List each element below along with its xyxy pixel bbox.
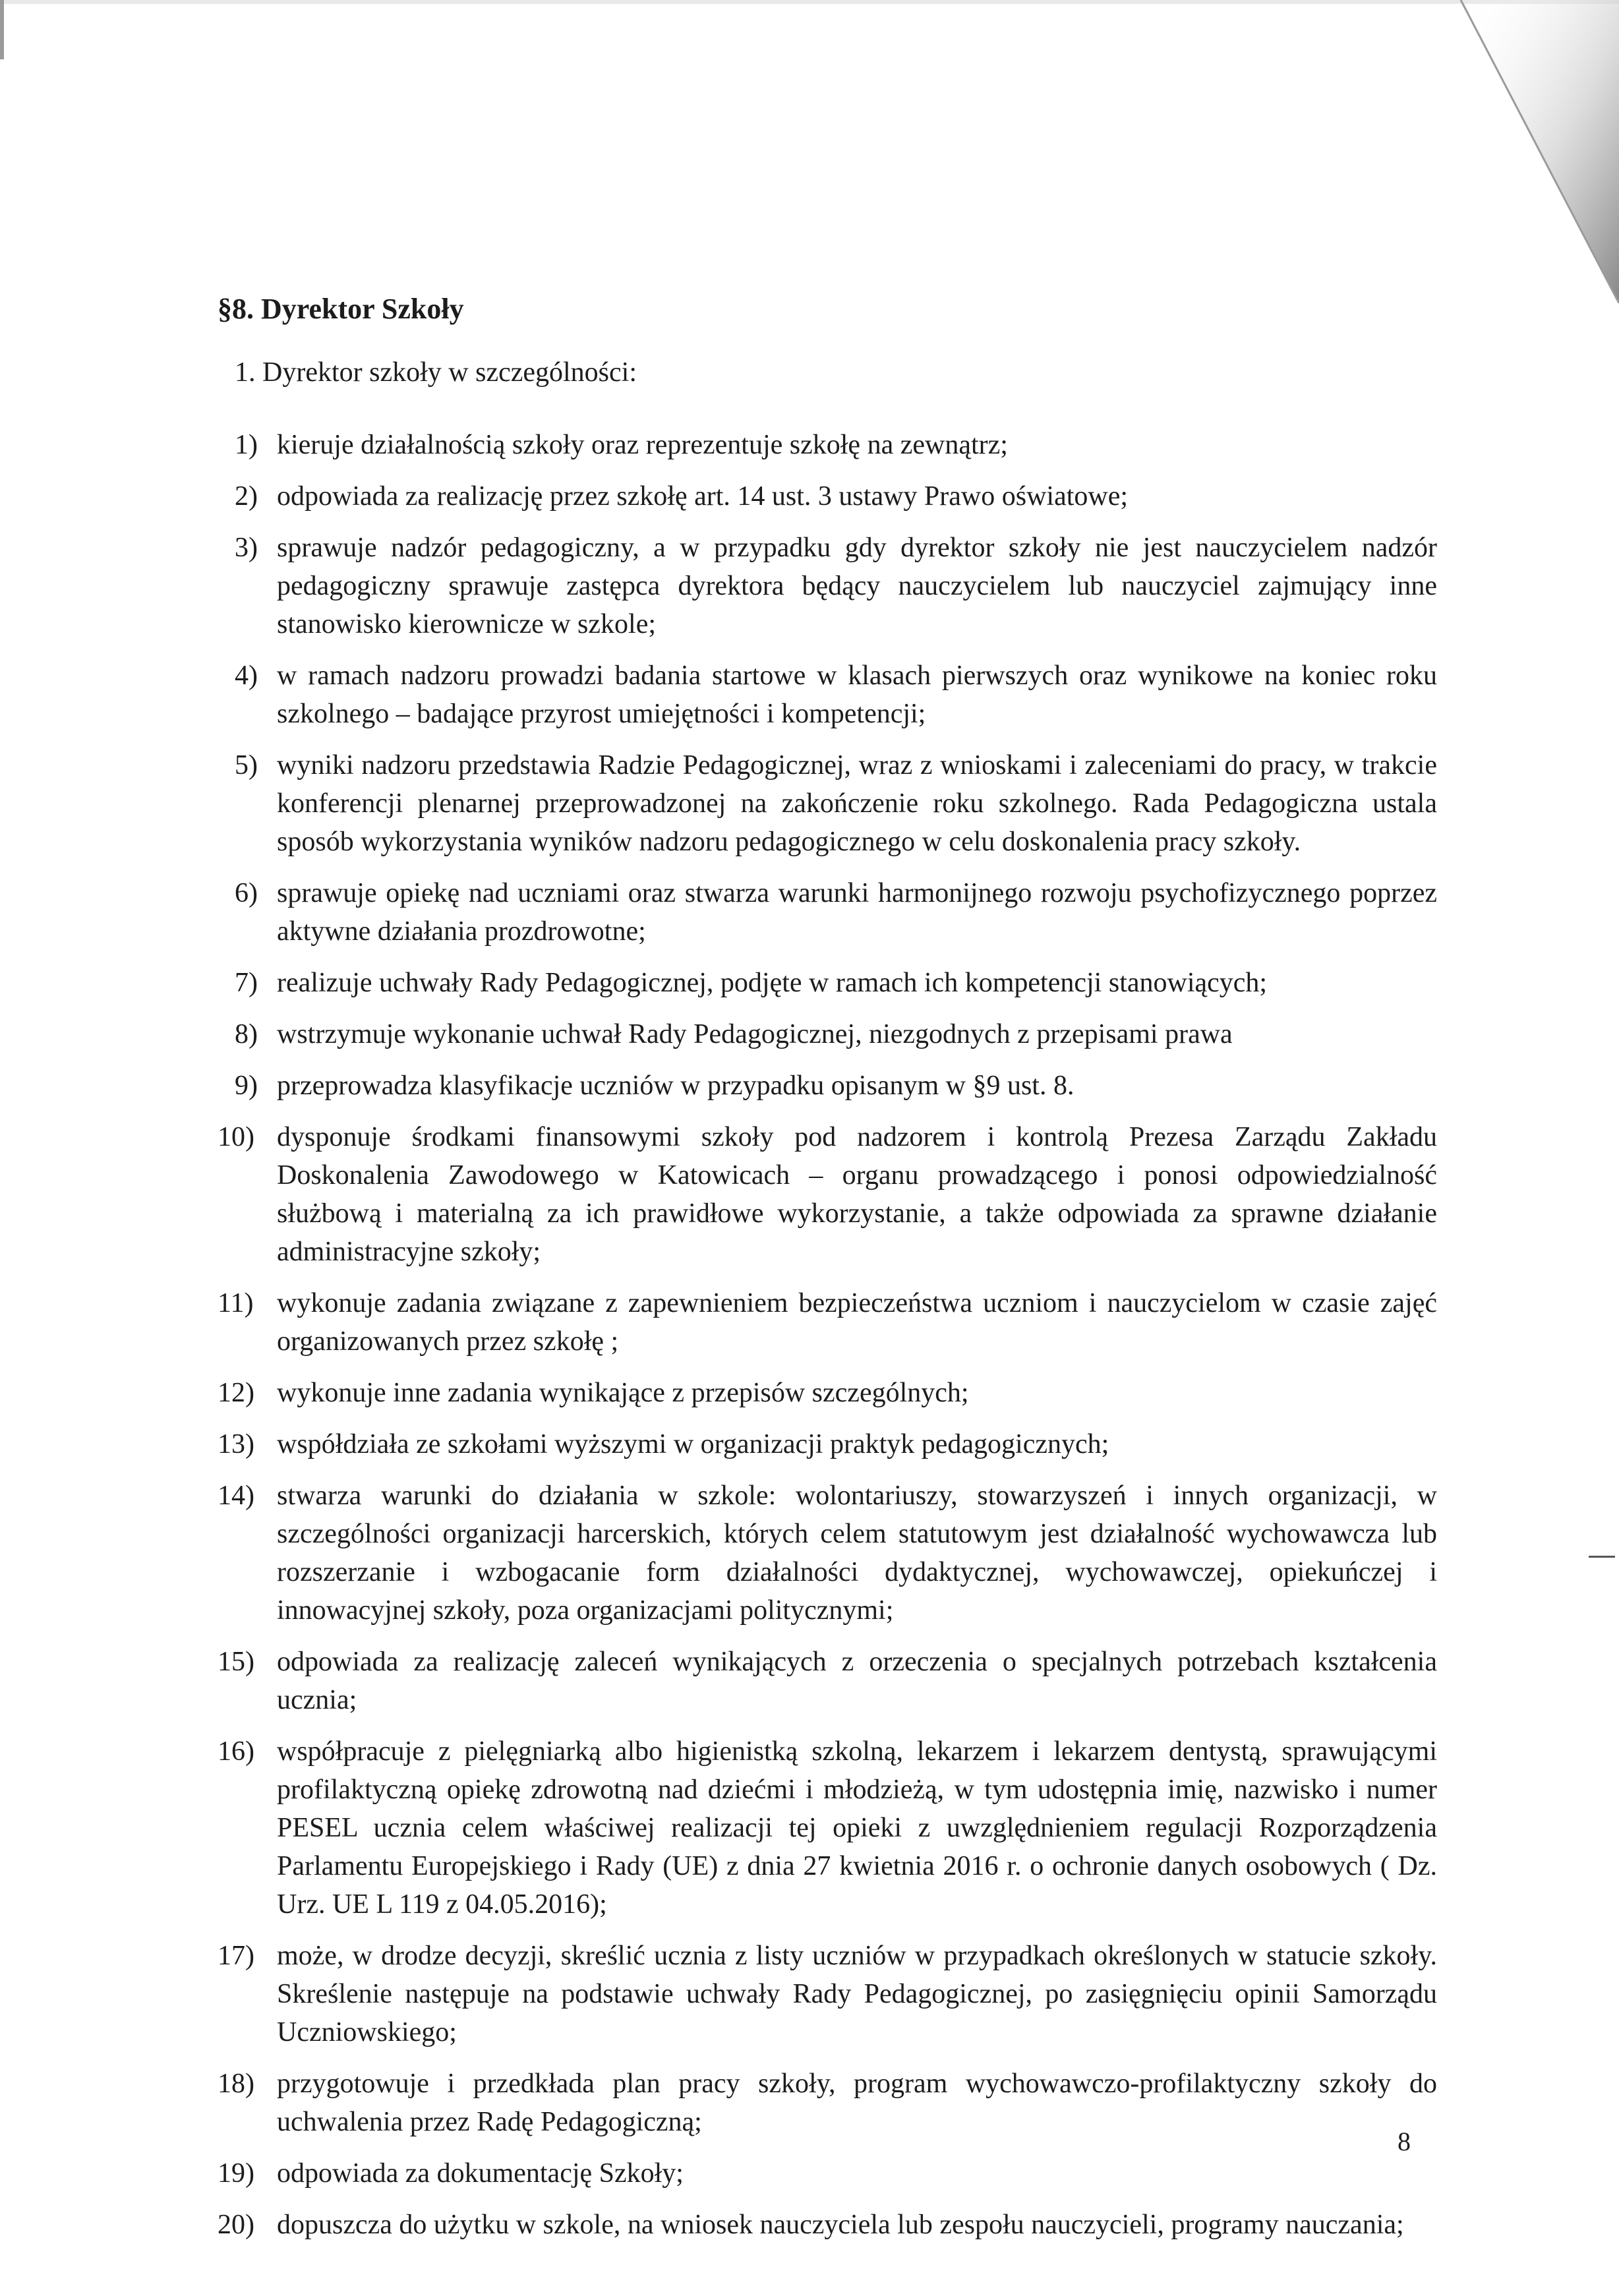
list-item-number: 13) xyxy=(218,1429,254,1459)
section-heading: §8. Dyrektor Szkoły xyxy=(218,293,464,325)
list-item-number: 8) xyxy=(235,1019,258,1049)
list-item-number: 15) xyxy=(218,1647,254,1677)
list-item xyxy=(218,2206,1437,2244)
list-item-number: 19) xyxy=(218,2158,254,2189)
list-item-text: odpowiada za realizację przez szkołę art. 14 ust. 3 ustawy Prawo oświatowe; xyxy=(277,481,1129,512)
list-item-number: 12) xyxy=(218,1378,254,1408)
list-item xyxy=(218,1425,1437,1463)
list-item-text: współdziała ze szkołami wyższymi w organizacji praktyk pedagogicznych; xyxy=(277,1429,1109,1459)
list-item-number: 10) xyxy=(218,1122,254,1152)
list-item-text: kieruje działalnością szkoły oraz reprezentuje szkołę na zewnątrz; xyxy=(277,430,1008,460)
list-item xyxy=(218,1374,1437,1412)
list-item-number: 3) xyxy=(235,533,258,563)
list-item xyxy=(218,1015,1437,1053)
list-item-number: 6) xyxy=(235,878,258,908)
list-item xyxy=(218,746,1437,861)
list-item-number: 2) xyxy=(235,481,258,512)
list-item-text: wyniki nadzoru przedstawia Radzie Pedagogicznej, wraz z wnioskami i zaleceniami do pracy, w trakcie konferencji plenarnej przeprowadzonej na zakończenie roku szkolnego. Rada Pedagogiczna ustala sposób wykorzystania wyników nadzoru pedagogicznego w celu doskonalenia pracy szkoły. xyxy=(277,750,1437,857)
list-item xyxy=(218,477,1437,515)
list-item-text: odpowiada za dokumentację Szkoły; xyxy=(277,2158,684,2189)
list-item xyxy=(218,529,1437,643)
list-item-text: realizuje uchwały Rady Pedagogicznej, podjęte w ramach ich kompetencji stanowiących; xyxy=(277,968,1268,998)
list-item-text: dysponuje środkami finansowymi szkoły pod nadzorem i kontrolą Prezesa Zarządu Zakładu Doskonalenia Zawodowego w Katowicach – organu prowadzącego i ponosi odpowiedzialność służbową i materialną za ich prawidłowe wykorzystanie, a także odpowiada za sprawne działanie administracyjne szkoły; xyxy=(277,1122,1437,1267)
list-item-number: 4) xyxy=(235,661,258,691)
list-item xyxy=(218,1067,1437,1105)
duties-list xyxy=(218,426,1437,2244)
scan-left-mark xyxy=(0,0,4,59)
list-item xyxy=(218,1937,1437,2051)
list-item-text: dopuszcza do użytku w szkole, na wniosek nauczyciela lub zespołu nauczycieli, programy nauczania; xyxy=(277,2210,1404,2240)
list-item-number: 11) xyxy=(218,1288,254,1318)
list-item-text: może, w drodze decyzji, skreślić ucznia z listy uczniów w przypadkach określonych w statucie szkoły. Skreślenie następuje na podstawie uchwały Rady Pedagogicznej, po zasięgnięciu opinii Samorządu Uczniowskiego; xyxy=(277,1941,1437,2047)
list-item-text: wstrzymuje wykonanie uchwał Rady Pedagogicznej, niezgodnych z przepisami prawa xyxy=(277,1019,1233,1049)
document-body xyxy=(218,290,1437,2257)
list-item-number: 7) xyxy=(235,968,258,998)
list-item-number: 9) xyxy=(235,1071,258,1101)
list-item-text: przeprowadza klasyfikacje uczniów w przypadku opisanym w §9 ust. 8. xyxy=(277,1071,1074,1101)
margin-mark xyxy=(1589,1556,1615,1558)
list-item-number: 5) xyxy=(235,750,258,780)
list-item-text: sprawuje opiekę nad uczniami oraz stwarza warunki harmonijnego rozwoju psychofizycznego poprzez aktywne działania prozdrowotne; xyxy=(277,878,1437,947)
list-item-text: odpowiada za realizację zaleceń wynikających z orzeczenia o specjalnych potrzebach kształcenia ucznia; xyxy=(277,1647,1437,1715)
folded-corner-shadow xyxy=(1421,0,1619,303)
list-item xyxy=(218,874,1437,951)
list-item-number: 14) xyxy=(218,1481,254,1511)
scan-top-edge xyxy=(0,0,1619,4)
list-item-text: w ramach nadzoru prowadzi badania startowe w klasach pierwszych oraz wynikowe na koniec roku szkolnego – badające przyrost umiejętności i kompetencji; xyxy=(277,661,1437,729)
list-item xyxy=(218,2065,1437,2141)
list-item xyxy=(218,2154,1437,2193)
list-item xyxy=(218,964,1437,1002)
list-item xyxy=(218,1477,1437,1630)
intro-paragraph: 1. Dyrektor szkoły w szczególności: xyxy=(235,357,637,388)
list-item-text: wykonuje zadania związane z zapewnieniem bezpieczeństwa uczniom i nauczycielom w czasie zajęć organizowanych przez szkołę ; xyxy=(277,1288,1437,1357)
list-item xyxy=(218,1118,1437,1271)
list-item xyxy=(218,426,1437,464)
list-item-number: 1) xyxy=(235,430,258,460)
list-item xyxy=(218,1284,1437,1361)
list-item-text: przygotowuje i przedkłada plan pracy szkoły, program wychowawczo-profilaktyczny szkoły do uchwalenia przez Radę Pedagogiczną; xyxy=(277,2069,1437,2137)
list-item xyxy=(218,1643,1437,1719)
list-item-number: 17) xyxy=(218,1941,254,1971)
list-item xyxy=(218,1732,1437,1924)
list-item-number: 16) xyxy=(218,1736,254,1767)
page-number: 8 xyxy=(1398,2127,1411,2156)
list-item-text: stwarza warunki do działania w szkole: wolontariuszy, stowarzyszeń i innych organizacji, w szczególności organizacji harcerskich, których celem statutowym jest działalność wychowawcza lub rozszerzanie i wzbogacanie form działalności dydaktycznej, wychowawczej, opiekuńczej i innowacyjnej szkoły, poza organizacjami politycznymi; xyxy=(277,1481,1437,1626)
list-item-text: wykonuje inne zadania wynikające z przepisów szczególnych; xyxy=(277,1378,969,1408)
list-item-text: współpracuje z pielęgniarką albo higienistką szkolną, lekarzem i lekarzem dentystą, sprawującymi profilaktyczną opiekę zdrowotną nad dziećmi i młodzieżą, w tym udostępnia imię, nazwisko i numer PESEL ucznia celem właściwej realizacji tej opieki z uwzględnieniem regulacji Rozporządzenia Parlamentu Europejskiego i Rady (UE) z dnia 27 kwietnia 2016 r. o ochronie danych osobowych ( Dz. Urz. UE L 119 z 04.05.2016); xyxy=(277,1736,1437,1920)
list-item-number: 18) xyxy=(218,2069,254,2099)
list-item xyxy=(218,657,1437,733)
list-item-text: sprawuje nadzór pedagogiczny, a w przypadku gdy dyrektor szkoły nie jest nauczycielem nadzór pedagogiczny sprawuje zastępca dyrektora będący nauczycielem lub nauczyciel zajmujący inne stanowisko kierownicze w szkole; xyxy=(277,533,1437,639)
list-item-number: 20) xyxy=(218,2210,254,2240)
